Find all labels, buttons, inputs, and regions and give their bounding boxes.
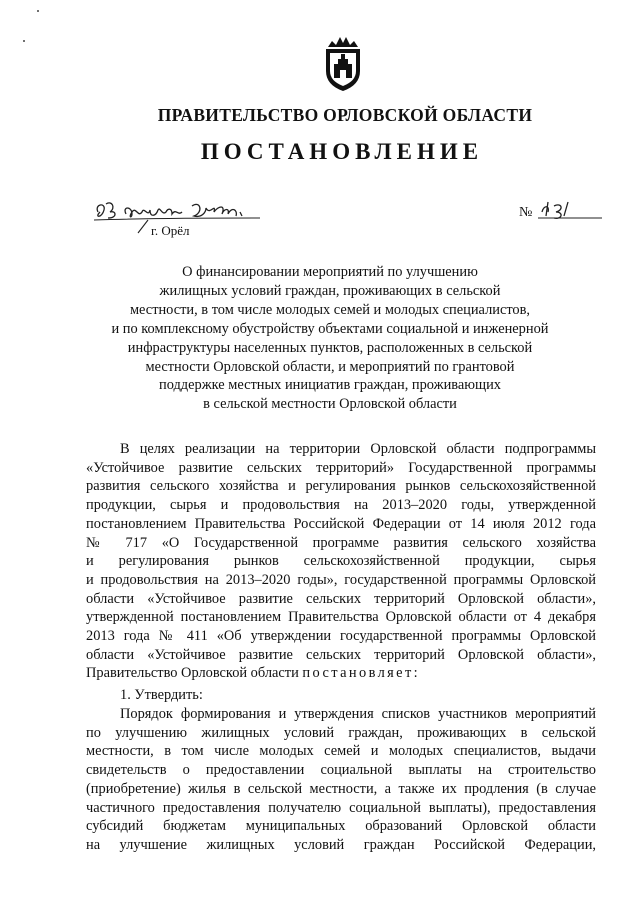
subject-line: в сельской местности Орловской области <box>203 396 457 413</box>
preamble-line: области «Устойчивое развитие сельских территорий Орловской области», <box>86 646 596 663</box>
subject-line: инфраструктуры населенных пунктов, расположенных в сельской <box>127 339 533 356</box>
preamble-line: В целях реализации на территории Орловской области подпрограммы <box>120 441 596 457</box>
document-subject <box>80 263 580 414</box>
item-line: субсидий бюджетам муниципальных образований Орловской области <box>86 818 596 835</box>
government-title: ПРАВИТЕЛЬСТВО ОРЛОВСКОЙ ОБЛАСТИ <box>157 105 533 125</box>
preamble-line: и регулирования рынков сельскохозяйственной продукции, сырья <box>86 553 596 570</box>
preamble-paragraph <box>86 440 596 683</box>
item-line: на улучшение жилищных условий граждан Российской Федерации, <box>86 836 596 853</box>
preamble-closing <box>86 664 596 683</box>
subject-line: жилищных условий граждан, проживающих в сельской <box>159 282 501 299</box>
closing-prefix: Правительство Орловской области <box>86 665 303 682</box>
preamble-line: постановлением Правительства Российской Федерации от 14 июля 2012 года <box>86 515 596 532</box>
subject-line: поддержке местных инициатив граждан, проживающих <box>159 377 501 394</box>
subject-line: местности Орловской области, и мероприятий по грантовой <box>145 358 515 375</box>
item-line: (приобретение) жилья в сельской местности, а также их продления (в случае <box>86 780 596 797</box>
preamble-line: утвержденной постановлением Правительства Орловской области от 4 декабря <box>86 609 596 626</box>
coat-of-arms-icon <box>318 33 368 93</box>
item-line: свидетельств о предоставлении социальной выплаты на строительство <box>86 762 596 779</box>
item-line: Порядок формирования и утверждения списков участников мероприятий <box>120 706 596 722</box>
item-heading: 1. Утвердить: <box>120 687 203 703</box>
item-one-paragraph <box>86 705 596 855</box>
preamble-line: 2013 года № 411 «Об утверждении государственной программы Орловской <box>86 628 596 645</box>
scan-speck <box>37 10 39 12</box>
subject-line: О финансировании мероприятий по улучшению <box>182 264 478 280</box>
item-one-heading <box>86 686 596 705</box>
preamble-line: и продовольствия на 2013–2020 годы», государственной программы Орловской <box>86 571 596 588</box>
preamble-line: области «Устойчивое развитие сельских территорий Орловской области», <box>86 590 596 607</box>
document-type-title: ПОСТАНОВЛЕНИЕ <box>200 139 484 164</box>
preamble-line: «Устойчивое развитие сельских территорий» Государственной программы <box>86 459 596 476</box>
item-line: местности, в том числе молодых семей и молодых специалистов, выдачи <box>86 743 596 760</box>
subject-line: местности, в том числе молодых семей и молодых специалистов, <box>129 301 531 318</box>
preamble-line: № 717 «О Государственной программе развития сельского хозяйства <box>86 534 596 551</box>
number-label: № <box>519 205 533 220</box>
scan-speck <box>23 40 25 42</box>
preamble-line: продукции, сырья и продовольствия на 2013–2020 годы, утвержденной <box>86 497 596 514</box>
subject-line: и по комплексному обустройству объектами социальной и инженерной <box>111 320 549 337</box>
handwritten-number <box>538 198 602 222</box>
preamble-line: развития сельского хозяйства и регулирования рынков сельскохозяйственной <box>86 478 596 495</box>
item-line: частичного предоставления получателю социальной выплаты), предоставления <box>86 799 596 816</box>
resolves-word: постановляет: <box>302 665 421 682</box>
item-line: по улучшению жилищных условий граждан, проживающих в сельской <box>86 724 596 741</box>
city-label: г. Орёл <box>151 223 190 238</box>
